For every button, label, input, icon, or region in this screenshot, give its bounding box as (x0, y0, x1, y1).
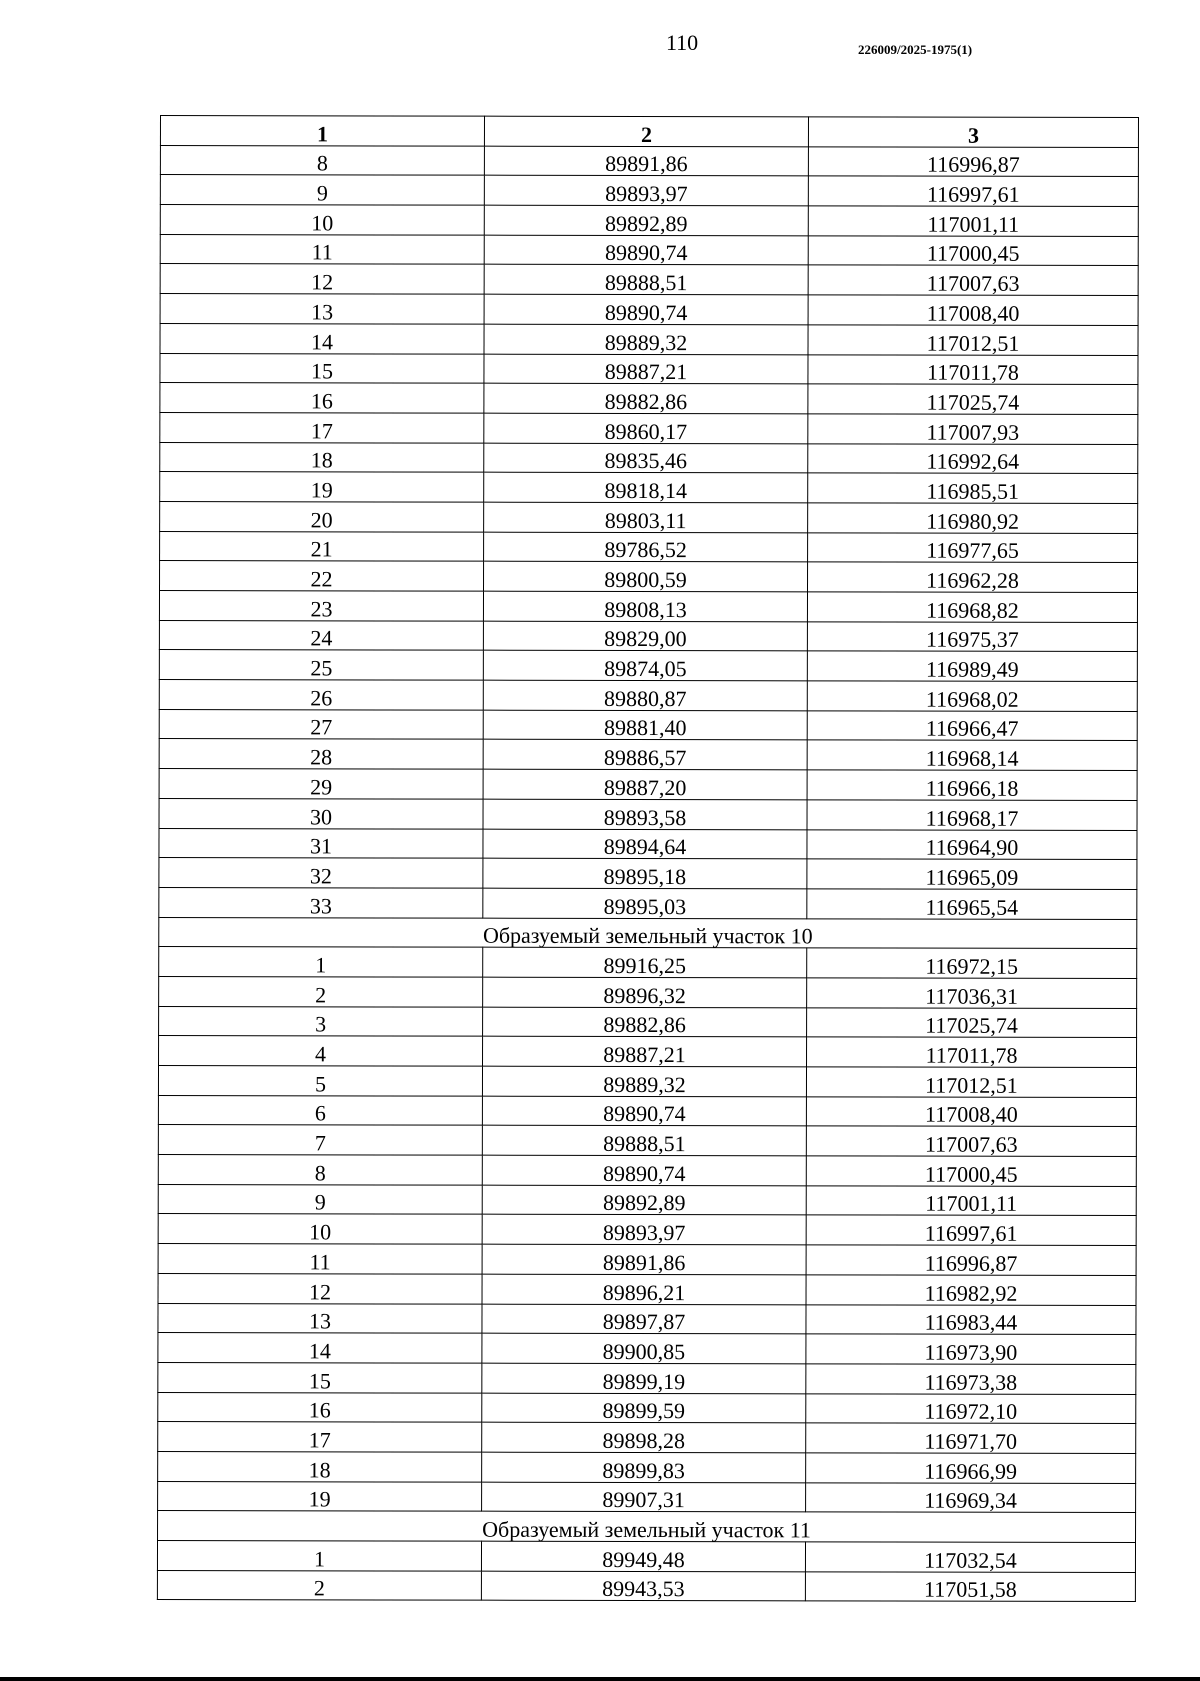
point-number-cell: 10 (160, 205, 484, 235)
point-number-cell: 2 (159, 976, 483, 1006)
y-coordinate-cell: 116968,02 (807, 681, 1137, 711)
table-row (158, 1244, 1136, 1276)
y-coordinate-cell: 116997,61 (808, 176, 1138, 206)
x-coordinate-cell: 89943,53 (481, 1571, 805, 1601)
point-number-cell: 20 (160, 501, 484, 531)
x-coordinate-cell: 89886,57 (483, 740, 807, 770)
x-coordinate-cell: 89890,74 (484, 294, 808, 324)
y-coordinate-cell: 117000,45 (808, 236, 1138, 266)
x-coordinate-cell: 89896,21 (482, 1274, 806, 1304)
point-number-cell: 1 (159, 947, 483, 977)
x-coordinate-cell: 89900,85 (482, 1333, 806, 1363)
y-coordinate-cell: 116968,14 (807, 740, 1137, 770)
y-coordinate-cell: 116980,92 (808, 503, 1138, 533)
x-coordinate-cell: 89949,48 (481, 1541, 805, 1571)
table-row (159, 680, 1137, 712)
x-coordinate-cell: 89899,83 (482, 1452, 806, 1482)
point-number-cell: 5 (158, 1065, 482, 1095)
y-coordinate-cell: 116972,15 (807, 948, 1137, 978)
column-header-1: 1 (160, 116, 484, 146)
point-number-cell: 27 (159, 709, 483, 739)
x-coordinate-cell: 89895,03 (483, 888, 807, 918)
y-coordinate-cell: 116973,90 (806, 1334, 1136, 1364)
point-number-cell: 8 (160, 145, 484, 175)
section-title: Образуемый земельный участок 11 (158, 1511, 1136, 1543)
x-coordinate-cell: 89890,74 (484, 235, 808, 265)
table-row (158, 1184, 1136, 1216)
point-number-cell: 19 (158, 1481, 482, 1511)
y-coordinate-cell: 116989,49 (807, 651, 1137, 681)
point-number-cell: 29 (159, 769, 483, 799)
y-coordinate-cell: 116966,47 (807, 711, 1137, 741)
table-row (158, 1155, 1136, 1187)
y-coordinate-cell: 117011,78 (807, 1037, 1137, 1067)
x-coordinate-cell: 89894,64 (483, 829, 807, 859)
point-number-cell: 17 (158, 1422, 482, 1452)
y-coordinate-cell: 116968,82 (807, 592, 1137, 622)
point-number-cell: 11 (158, 1244, 482, 1274)
table-row (157, 1570, 1135, 1602)
table-row (158, 1214, 1136, 1246)
table-row (158, 1422, 1136, 1454)
table-row (159, 620, 1137, 652)
table-row (159, 887, 1137, 919)
y-coordinate-cell: 116975,37 (807, 622, 1137, 652)
point-number-cell: 26 (159, 680, 483, 710)
y-coordinate-cell: 116964,90 (807, 829, 1137, 859)
column-header-3: 3 (808, 117, 1138, 147)
table-row (159, 709, 1137, 741)
table-row (158, 1065, 1136, 1097)
y-coordinate-cell: 116972,10 (806, 1393, 1136, 1423)
x-coordinate-cell: 89890,74 (482, 1096, 806, 1126)
y-coordinate-cell: 116982,92 (806, 1275, 1136, 1305)
table-row (158, 1273, 1136, 1305)
y-coordinate-cell: 116965,54 (807, 889, 1137, 919)
table-row (160, 561, 1138, 593)
point-number-cell: 12 (160, 264, 484, 294)
x-coordinate-cell: 89881,40 (483, 710, 807, 740)
x-coordinate-cell: 89829,00 (483, 621, 807, 651)
x-coordinate-cell: 89893,97 (484, 176, 808, 206)
point-number-cell: 14 (160, 323, 484, 353)
y-coordinate-cell: 116985,51 (808, 473, 1138, 503)
x-coordinate-cell: 89899,19 (482, 1363, 806, 1393)
y-coordinate-cell: 116966,18 (807, 770, 1137, 800)
table-row (160, 264, 1138, 296)
x-coordinate-cell: 89899,59 (482, 1393, 806, 1423)
point-number-cell: 18 (160, 442, 484, 472)
document-code: 226009/2025-1975(1) (858, 42, 973, 57)
point-number-cell: 12 (158, 1273, 482, 1303)
table-row (160, 145, 1138, 177)
table-row (158, 1303, 1136, 1335)
x-coordinate-cell: 89891,86 (484, 146, 808, 176)
table-row (158, 1481, 1136, 1513)
x-coordinate-cell: 89892,89 (482, 1185, 806, 1215)
table-row (160, 531, 1138, 563)
table-row (159, 739, 1137, 771)
table-row (160, 353, 1138, 385)
y-coordinate-cell: 117012,51 (806, 1067, 1136, 1097)
table-row (157, 1540, 1135, 1572)
y-coordinate-cell: 116968,17 (807, 800, 1137, 830)
y-coordinate-cell: 117051,58 (805, 1572, 1135, 1602)
table-row (160, 442, 1138, 474)
x-coordinate-cell: 89889,32 (482, 1066, 806, 1096)
point-number-cell: 16 (158, 1392, 482, 1422)
y-coordinate-cell: 117007,93 (808, 414, 1138, 444)
x-coordinate-cell: 89892,89 (484, 205, 808, 235)
x-coordinate-cell: 89882,86 (484, 383, 808, 413)
y-coordinate-cell: 116965,09 (807, 859, 1137, 889)
y-coordinate-cell: 117007,63 (806, 1126, 1136, 1156)
point-number-cell: 15 (158, 1362, 482, 1392)
table-row (159, 798, 1137, 830)
x-coordinate-cell: 89835,46 (484, 443, 808, 473)
table-row (158, 1333, 1136, 1365)
table-header (160, 116, 1138, 148)
table-row (160, 175, 1138, 207)
x-coordinate-cell: 89888,51 (482, 1126, 806, 1156)
point-number-cell: 33 (159, 887, 483, 917)
point-number-cell: 3 (159, 1006, 483, 1036)
table-row (159, 1036, 1137, 1068)
point-number-cell: 10 (158, 1214, 482, 1244)
point-number-cell: 18 (158, 1451, 482, 1481)
x-coordinate-cell: 89893,97 (482, 1215, 806, 1245)
point-number-cell: 28 (159, 739, 483, 769)
y-coordinate-cell: 116996,87 (806, 1245, 1136, 1275)
x-coordinate-cell: 89808,13 (483, 591, 807, 621)
point-number-cell: 21 (160, 531, 484, 561)
x-coordinate-cell: 89891,86 (482, 1244, 806, 1274)
y-coordinate-cell: 117011,78 (808, 354, 1138, 384)
section-title: Образуемый земельный участок 10 (159, 917, 1137, 949)
header-row (160, 116, 1138, 148)
y-coordinate-cell: 117007,63 (808, 265, 1138, 295)
x-coordinate-cell: 89916,25 (483, 947, 807, 977)
x-coordinate-cell: 89895,18 (483, 858, 807, 888)
page-number: 110 (666, 30, 699, 55)
y-coordinate-cell: 116997,61 (806, 1215, 1136, 1245)
point-number-cell: 23 (159, 591, 483, 621)
table-row (159, 650, 1137, 682)
point-number-cell: 25 (159, 650, 483, 680)
point-number-cell: 13 (160, 294, 484, 324)
table-row (160, 234, 1138, 266)
column-header-2: 2 (484, 116, 808, 146)
point-number-cell: 9 (158, 1184, 482, 1214)
x-coordinate-cell: 89896,32 (483, 977, 807, 1007)
point-number-cell: 1 (157, 1540, 481, 1570)
point-number-cell: 22 (160, 561, 484, 591)
table-row (160, 412, 1138, 444)
x-coordinate-cell: 89818,14 (484, 472, 808, 502)
point-number-cell: 7 (158, 1125, 482, 1155)
x-coordinate-cell: 89887,21 (483, 1036, 807, 1066)
point-number-cell: 9 (160, 175, 484, 205)
y-coordinate-cell: 117008,40 (808, 295, 1138, 325)
x-coordinate-cell: 89882,86 (483, 1007, 807, 1037)
x-coordinate-cell: 89888,51 (484, 265, 808, 295)
y-coordinate-cell: 117025,74 (808, 384, 1138, 414)
x-coordinate-cell: 89890,74 (482, 1155, 806, 1185)
y-coordinate-cell: 116962,28 (808, 562, 1138, 592)
point-number-cell: 17 (160, 412, 484, 442)
table-row (160, 472, 1138, 504)
y-coordinate-cell: 117025,74 (807, 1007, 1137, 1037)
y-coordinate-cell: 117008,40 (806, 1097, 1136, 1127)
y-coordinate-cell: 116973,38 (806, 1364, 1136, 1394)
point-number-cell: 16 (160, 383, 484, 413)
x-coordinate-cell: 89887,21 (484, 354, 808, 384)
y-coordinate-cell: 116966,99 (806, 1453, 1136, 1483)
table-row (160, 501, 1138, 533)
y-coordinate-cell: 117012,51 (808, 325, 1138, 355)
x-coordinate-cell: 89803,11 (484, 502, 808, 532)
x-coordinate-cell: 89786,52 (484, 532, 808, 562)
y-coordinate-cell: 116977,65 (808, 532, 1138, 562)
table-row (160, 323, 1138, 355)
y-coordinate-cell: 117000,45 (806, 1156, 1136, 1186)
table-row (160, 294, 1138, 326)
section-title-row (159, 917, 1137, 949)
point-number-cell: 32 (159, 858, 483, 888)
point-number-cell: 6 (158, 1095, 482, 1125)
table-row (158, 1451, 1136, 1483)
y-coordinate-cell: 117036,31 (807, 978, 1137, 1008)
point-number-cell: 15 (160, 353, 484, 383)
y-coordinate-cell: 116996,87 (808, 147, 1138, 177)
table-row (159, 828, 1137, 860)
table-row (159, 1006, 1137, 1038)
y-coordinate-cell: 116971,70 (806, 1423, 1136, 1453)
point-number-cell: 4 (159, 1036, 483, 1066)
x-coordinate-cell: 89860,17 (484, 413, 808, 443)
y-coordinate-cell: 117001,11 (806, 1186, 1136, 1216)
point-number-cell: 31 (159, 828, 483, 858)
point-number-cell: 30 (159, 798, 483, 828)
table-row (159, 591, 1137, 623)
table-row (158, 1362, 1136, 1394)
table-row (158, 1392, 1136, 1424)
table-row (160, 383, 1138, 415)
x-coordinate-cell: 89897,87 (482, 1304, 806, 1334)
table-body (157, 145, 1138, 1602)
table-row (159, 947, 1137, 979)
x-coordinate-cell: 89898,28 (482, 1422, 806, 1452)
table-row (160, 205, 1138, 237)
x-coordinate-cell: 89800,59 (484, 561, 808, 591)
y-coordinate-cell: 117032,54 (805, 1542, 1135, 1572)
scan-edge-line (0, 1677, 1200, 1681)
y-coordinate-cell: 117001,11 (808, 206, 1138, 236)
table-row (159, 858, 1137, 890)
table-row (159, 769, 1137, 801)
point-number-cell: 13 (158, 1303, 482, 1333)
x-coordinate-cell: 89874,05 (483, 651, 807, 681)
x-coordinate-cell: 89887,20 (483, 769, 807, 799)
point-number-cell: 2 (157, 1570, 481, 1600)
y-coordinate-cell: 116969,34 (806, 1482, 1136, 1512)
coordinates-table (157, 115, 1139, 1602)
point-number-cell: 14 (158, 1333, 482, 1363)
section-title-row (158, 1511, 1136, 1543)
table-row (158, 1095, 1136, 1127)
x-coordinate-cell: 89893,58 (483, 799, 807, 829)
point-number-cell: 24 (159, 620, 483, 650)
point-number-cell: 8 (158, 1155, 482, 1185)
y-coordinate-cell: 116992,64 (808, 443, 1138, 473)
y-coordinate-cell: 116983,44 (806, 1304, 1136, 1334)
x-coordinate-cell: 89880,87 (483, 680, 807, 710)
x-coordinate-cell: 89907,31 (482, 1482, 806, 1512)
point-number-cell: 19 (160, 472, 484, 502)
table-row (159, 976, 1137, 1008)
table-row (158, 1125, 1136, 1157)
point-number-cell: 11 (160, 234, 484, 264)
x-coordinate-cell: 89889,32 (484, 324, 808, 354)
